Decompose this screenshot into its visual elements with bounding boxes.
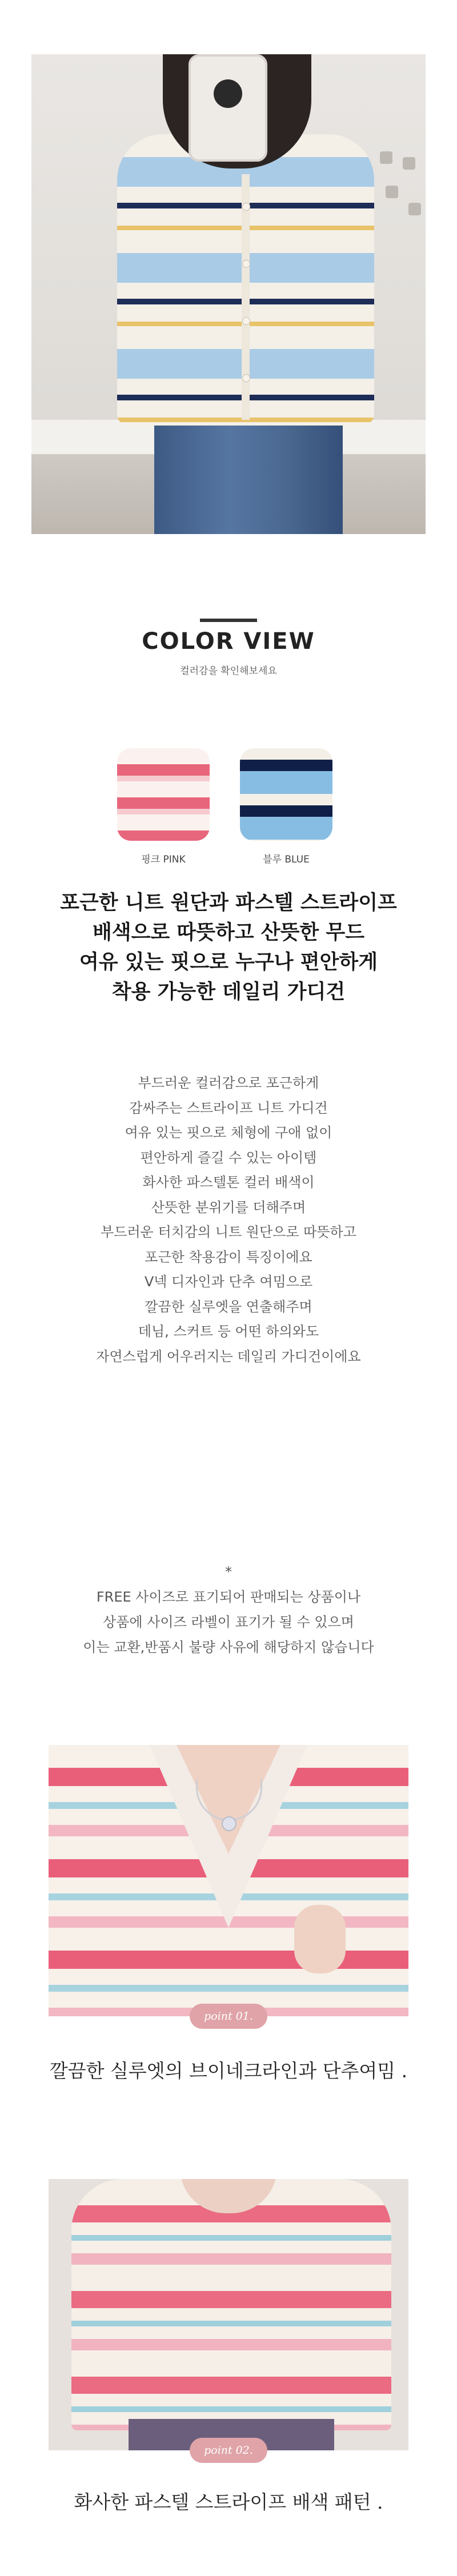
detail-photo-stripes [49,2179,408,2450]
section-divider [200,619,257,622]
headline-line: 착용 가능한 데일리 가디건 [111,981,346,1004]
wall-frames [374,151,426,243]
camera-lens [214,79,242,108]
product-description [0,1071,457,1369]
description-line: 편안하게 즐길 수 있는 아이템 [140,1149,317,1166]
swatch-blue [240,748,332,841]
description-line: 산뜻한 분위기를 더해주며 [151,1199,306,1215]
description-line: 데님, 스커트 등 어떤 하의와도 [138,1323,319,1339]
description-line: 부드러운 터치감의 니트 원단으로 따뜻하고 [101,1224,356,1240]
cardigan-button [242,374,250,382]
description-line: 여유 있는 핏으로 체형에 구애 없이 [125,1125,332,1141]
point-badge: point 02. [190,2438,267,2463]
size-note [0,1559,457,1660]
hand [294,1905,346,1973]
description-line: 포근한 착용감이 특징이에요 [145,1249,312,1265]
description-line: 감싸주는 스트라이프 니트 가디건 [129,1100,328,1116]
description-line: 화사한 파스텔톤 컬러 배색이 [142,1174,315,1190]
cardigan-button [242,203,250,211]
swatch-pink [117,748,210,841]
color-view-subtitle: 컬러감을 확인해보세요 [180,665,277,677]
description-line: V넥 디자인과 단추 여밈으로 [144,1274,313,1290]
swatch-pink-label: 핑크 PINK [141,854,186,865]
point-caption: 깔끔한 실루엣의 브이네크라인과 단추여밈 . [49,2060,408,2082]
color-view-title: COLOR VIEW [142,628,315,655]
cardigan-button [242,317,250,325]
swatch-blue-label: 블루 BLUE [263,854,310,865]
headline-line: 포근한 니트 원단과 파스텔 스트라이프 [60,892,397,914]
description-line: 자연스럽게 어우러지는 데일리 가디건이에요 [96,1348,361,1365]
note-line: 이는 교환,반품시 불량 사유에 해당하지 않습니다 [83,1639,374,1655]
phone [189,54,267,162]
striped-knit [71,2179,391,2430]
jeans [154,420,343,534]
description-line: 부드러운 컬러감으로 포근하게 [138,1075,319,1091]
note-marker: * [225,1564,232,1580]
note-line: FREE 사이즈로 표기되어 판매되는 상품이나 [96,1589,361,1605]
hero-photo [31,54,426,534]
headline-line: 배색으로 따뜻하고 산뜻한 무드 [92,921,365,944]
button-placket [242,174,250,420]
product-headline [0,888,457,1007]
headline-line: 여유 있는 핏으로 누구나 편안하게 [79,951,378,974]
cardigan-button [242,260,250,268]
note-line: 상품에 사이즈 라벨이 표기가 될 수 있으며 [103,1614,354,1630]
description-line: 깔끔한 실루엣을 연출해주며 [145,1298,312,1315]
point-caption: 화사한 파스텔 스트라이프 배색 패턴 . [74,2491,383,2513]
detail-photo-neckline [49,1745,408,2016]
pendant [222,1816,236,1831]
point-badge: point 01. [190,2004,267,2029]
